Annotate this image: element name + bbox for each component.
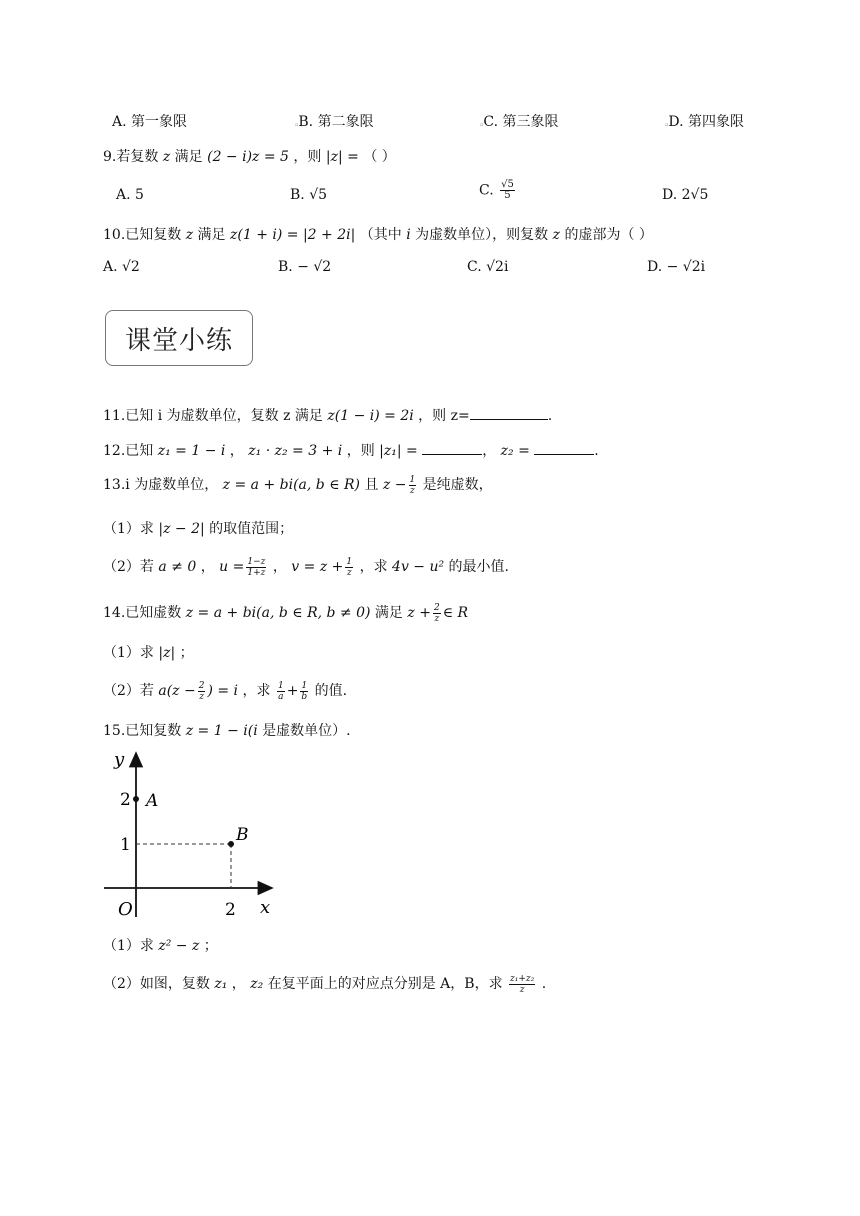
q15-complex-plane-figure [100, 745, 290, 925]
q12-stem: 12.已知 z₁ = 1 − i ， z₁ · z₂ = 3 + i ，则 |z₁| = ， z₂ = . [103, 443, 599, 459]
q9-option-a: A. 5 [116, 187, 144, 203]
q15-stem: 15.已知复数 z = 1 − i(i 是虚数单位）. [103, 723, 351, 739]
q10-stem: 10.已知复数 z 满足 z(1 + i) = |2 + 2i| （其中 i 为虚数单位），则复数 z 的虚部为（ ） [103, 227, 653, 243]
q12-blank-2 [534, 442, 594, 455]
q10-option-c: C. √2i [467, 259, 509, 275]
q8-option-b: ▫B. 第二象限 [295, 114, 374, 130]
tick-y-1: 1 [120, 835, 131, 855]
q8-option-d: ▫D. 第四象限 [665, 114, 745, 130]
x-axis-label: x [260, 897, 271, 918]
q12-blank-1 [422, 442, 482, 455]
q13-stem: 13.i 为虚数单位， z = a + bi(a, b ∈ R) 且 z − $\frac{1}{z}$ 是纯虚数， [103, 474, 493, 496]
q11-stem: 11.已知 i 为虚数单位，复数 z 满足 z(1 − i) = 2i ，则 z= . [103, 408, 553, 424]
q13-part1: （1）求 |z − 2| 的取值范围； [103, 521, 294, 537]
q10-option-a: A. √2 [103, 259, 140, 275]
point-a-label: A [146, 791, 159, 811]
point-b [228, 841, 234, 847]
q15-part1: （1）求 z² − z ； [103, 938, 218, 954]
q9-stem: 9.若复数 z 满足 (2 − i)z = 5 ，则 |z| = （ ） [103, 149, 396, 165]
q14-part1: （1）求 |z| ； [103, 645, 194, 661]
q8-option-c: ▫C. 第三象限 [480, 114, 559, 130]
section-title-box [105, 310, 253, 366]
y-axis-label: y [114, 749, 125, 770]
origin-label: O [118, 899, 133, 920]
q14-part2: （2）若 a(z − $\frac{2}{z}$ ) = i ，求 $\frac{1}{a}$ + $\frac{1}{b}$ 的值. [103, 680, 348, 702]
q8-option-a: A. 第一象限 [112, 114, 188, 130]
tick-x-2: 2 [225, 900, 236, 920]
q11-blank [470, 407, 548, 420]
point-a [133, 796, 139, 802]
section-title: 课堂小练 [124, 325, 233, 356]
point-b-label: B [236, 825, 249, 845]
q15-part2: （2）如图，复数 z₁ ， z₂ 在复平面上的对应点分别是 A，B，求 $\frac{\text{z₁+z₂}}{z}$ . [103, 973, 547, 995]
q9-option-b: B. √5 [290, 187, 328, 203]
q10-option-d: D. − √2i [647, 259, 706, 275]
q13-part2: （2）若 a ≠ 0 ， u = $\frac{1-z}{1+z}$ ， v = z + $\frac{1}{z}$ ，求 4v − u² 的最小值. [103, 556, 510, 578]
q9-option-c: C. $\frac{√5}{5}$ [479, 179, 514, 201]
q14-stem: 14.已知虚数 z = a + bi(a, b ∈ R, b ≠ 0) 满足 z + $\frac{2}{z}$ ∈ R [103, 602, 469, 624]
tick-y-2: 2 [120, 790, 131, 810]
q9-option-d: D. 2√5 [662, 187, 709, 203]
q10-option-b: B. − √2 [278, 259, 332, 275]
